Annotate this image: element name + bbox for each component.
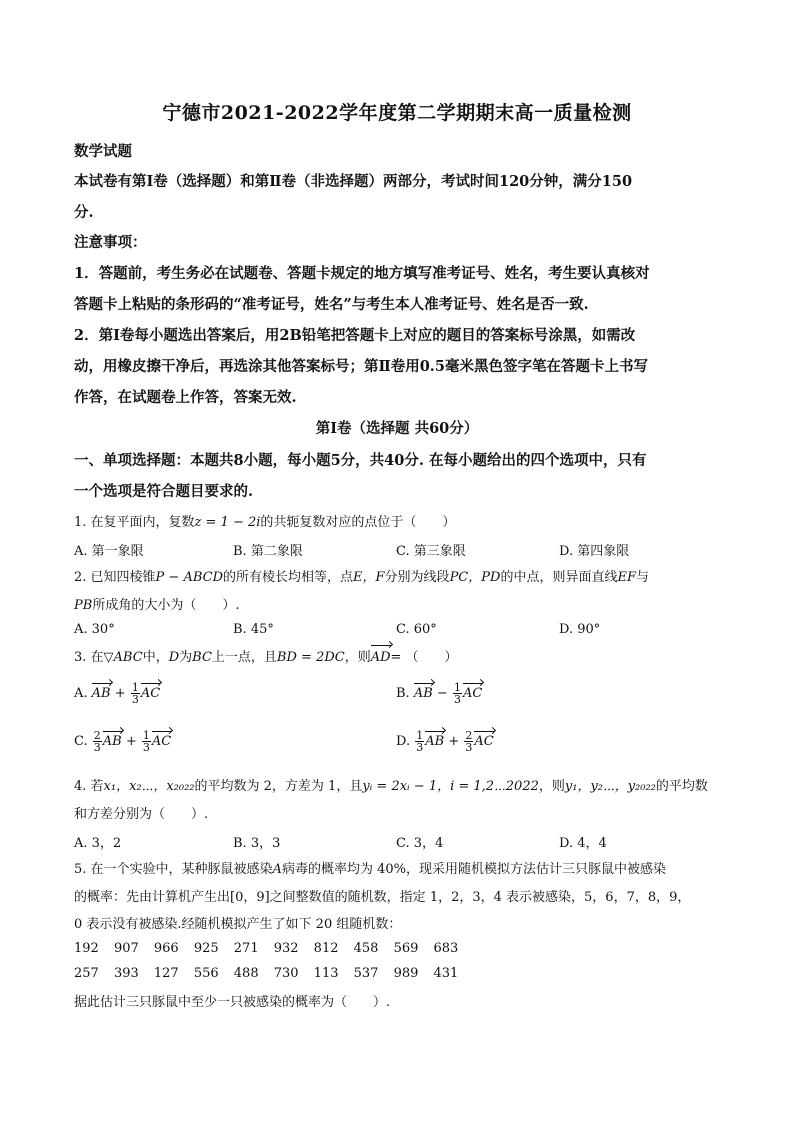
q2-text-a: 2. 已知四棱锥	[74, 570, 156, 585]
question-1	[74, 513, 724, 532]
q2-text-d: 的中点，则异面直线	[500, 570, 618, 585]
q3-text-a: 3. 在	[74, 650, 104, 665]
q3-option-a-label: A.	[74, 686, 88, 701]
question-5-line-1	[74, 860, 724, 879]
q1-text-b: 的共轭复数对应的点位于（ ）	[260, 515, 456, 530]
q3-text-f: = （ ）	[390, 650, 458, 665]
q2-ef: EF	[617, 570, 636, 585]
part-instructions-line-2: 一个选项是符合题目要求的.	[74, 483, 254, 500]
q3-option-b[interactable]	[396, 682, 482, 705]
q3-triangle: ▽ABC	[103, 650, 143, 665]
q4-text-c: ，则	[538, 779, 565, 794]
page-title: 宁德市2021-2022学年度第二学期期末高一质量检测	[162, 102, 632, 124]
q3-relation: BD = 2DC	[276, 650, 345, 665]
q1-options	[74, 540, 724, 558]
question-4-line-1	[74, 777, 724, 796]
q4-option-b[interactable]: B. 3，3	[233, 836, 281, 851]
q3-text-e: ，则	[344, 650, 371, 665]
q3-a-vec-ab: AB	[91, 686, 111, 701]
q1-expression: z = 1 − 2i	[194, 515, 261, 530]
q2-text-e: 与	[635, 570, 649, 585]
question-2-line-2	[74, 596, 724, 615]
q3-c-fraction-2	[142, 730, 151, 753]
question-2-line-1	[74, 568, 724, 587]
q3-option-d-label: D.	[396, 734, 411, 749]
q3-b-vec-ab: AB	[413, 686, 433, 701]
q3-b-num: 1	[453, 681, 461, 694]
q3-c-den-2: 3	[142, 741, 150, 754]
random-numbers-row-2: 257 393 127 556 488 730 113 537 989 431	[74, 966, 459, 981]
part-instructions-line-1: 一、单项选择题：本题共8小题，每小题5分，共40分. 在每小题给出的四个选项中，只有	[74, 452, 647, 469]
q3-d: D	[168, 650, 180, 665]
q3-d-num-1: 1	[416, 729, 424, 742]
note-1-line-1: 1．答题前，考生务必在试题卷、答题卡规定的地方填写准考证号、姓名，考生要认真核对	[74, 265, 650, 282]
subject-label: 数学试题	[74, 143, 132, 160]
q3-c-fraction-1	[93, 730, 102, 753]
q3-d-fraction-1	[415, 730, 424, 753]
note-2-line-2: 动，用橡皮擦干净后，再选涂其他答案标号；第Ⅱ卷用0.5毫米黑色签字笔在答题卡上书写	[74, 358, 648, 375]
q1-option-d[interactable]: D. 第四象限	[559, 544, 630, 559]
q3-b-den: 3	[453, 693, 461, 706]
q3-d-plus: +	[448, 734, 460, 749]
q3-b-fraction	[453, 682, 462, 705]
question-5-line-2: 的概率：先由计算机产生出[0，9]之间整数值的随机数，指定 1，2，3，4 表示被感染，5，6，7，8，9，	[74, 890, 691, 905]
q3-c-num-1: 2	[93, 729, 101, 742]
note-1-line-2: 答题卡上粘贴的条形码的“准考证号，姓名”与考生本人准考证号、姓名是否一致.	[74, 296, 589, 313]
q2-segments: PC，PD	[449, 570, 501, 585]
q5-virus-a: A	[272, 862, 282, 877]
q3-option-c-label: C.	[74, 734, 88, 749]
q4-vars-y: y₁，y₂⋯，y₂₀₂₂	[564, 779, 656, 794]
q4-option-a[interactable]: A. 3，2	[74, 836, 122, 851]
q3-option-c[interactable]	[74, 730, 171, 753]
q1-option-b[interactable]: B. 第二象限	[233, 544, 303, 559]
q3-b-minus: −	[436, 686, 448, 701]
q4-vars-x: x₁，x₂⋯，x₂₀₂₂	[103, 779, 195, 794]
q3-d-num-2: 2	[465, 729, 473, 742]
q3-a-fraction	[131, 682, 140, 705]
q1-text-a: 1. 在复平面内，复数	[74, 515, 195, 530]
q1-option-a[interactable]: A. 第一象限	[74, 544, 144, 559]
q3-d-den-1: 3	[416, 741, 424, 754]
question-5-last-line: 据此估计三只豚鼠中至少一只被感染的概率为（ ）.	[74, 995, 391, 1010]
q2-pyramid: P − ABCD	[155, 570, 224, 585]
q2-text-f: 所成角的大小为（ ）.	[92, 598, 240, 613]
q3-c-num-2: 1	[142, 729, 150, 742]
q3-c-vec-ac: AC	[151, 734, 172, 749]
q2-option-a[interactable]: A. 30°	[74, 622, 115, 637]
notes-heading: 注意事项：	[74, 234, 147, 251]
random-numbers-row-1: 192 907 966 925 271 932 812 458 569 683	[74, 941, 459, 956]
note-2-line-3: 作答，在试题卷上作答，答案无效.	[74, 389, 297, 406]
q3-a-plus: +	[114, 686, 126, 701]
q3-option-b-label: B.	[396, 686, 410, 701]
q1-option-c[interactable]: C. 第三象限	[396, 544, 466, 559]
q2-option-c[interactable]: C. 60°	[396, 622, 437, 637]
q3-b-vec-ac: AC	[462, 686, 483, 701]
q4-text-b: 的平均数为 2，方差为 1，且	[194, 779, 363, 794]
q3-text-b: 中，	[142, 650, 169, 665]
q2-pb: PB	[74, 598, 93, 613]
intro-line-2: 分.	[74, 204, 94, 221]
q2-text-b: 的所有棱长均相等，点	[223, 570, 354, 585]
q3-a-den: 3	[131, 693, 139, 706]
question-3	[74, 648, 724, 667]
question-4-line-2: 和方差分别为（ ）.	[74, 807, 209, 822]
q3-text-c: 为	[179, 650, 193, 665]
q5-text-b: 病毒的概率均为 40%，现采用随机模拟方法估计三只豚鼠中被感染	[281, 862, 666, 877]
q4-text-d: 的平均数	[655, 779, 708, 794]
q3-bc: BC	[192, 650, 212, 665]
q5-text-a: 5. 在一个实验中，某种豚鼠被感染	[74, 862, 273, 877]
q4-options	[74, 832, 724, 850]
q2-option-b[interactable]: B. 45°	[233, 622, 274, 637]
q3-vector-ad: AD	[370, 650, 391, 665]
q2-options	[74, 622, 724, 640]
question-5-line-3: 0 表示没有被感染.经随机模拟产生了如下 20 组随机数：	[74, 917, 402, 932]
q2-text-c: 分别为线段	[384, 570, 450, 585]
q4-text-a: 4. 若	[74, 779, 104, 794]
q2-points: E，F	[353, 570, 385, 585]
q2-option-d[interactable]: D. 90°	[559, 622, 601, 637]
note-2-line-1: 2．第Ⅰ卷每小题选出答案后，用2B铅笔把答题卡上对应的题目的答案标号涂黑，如需改	[74, 327, 636, 344]
q3-a-vec-ac: AC	[140, 686, 161, 701]
q3-text-d: 上一点，且	[211, 650, 277, 665]
q4-option-d[interactable]: D. 4，4	[559, 836, 607, 851]
q3-d-vec-ab: AB	[425, 734, 445, 749]
q3-c-den-1: 3	[93, 741, 101, 754]
q3-d-vec-ac: AC	[474, 734, 494, 749]
q3-d-fraction-2	[464, 730, 473, 753]
q4-option-c[interactable]: C. 3，4	[396, 836, 444, 851]
intro-line-1: 本试卷有第Ⅰ卷（选择题）和第Ⅱ卷（非选择题）两部分，考试时间120分钟，满分150	[74, 173, 633, 190]
q4-rule: yᵢ = 2xᵢ − 1，i = 1,2⋯2022	[362, 779, 539, 794]
q3-a-num: 1	[131, 681, 139, 694]
q3-d-den-2: 3	[465, 741, 473, 754]
q3-option-a[interactable]	[74, 682, 160, 705]
section-heading: 第Ⅰ卷（选择题 共60分）	[315, 420, 479, 437]
q3-option-d[interactable]	[396, 730, 494, 753]
q3-c-plus: +	[125, 734, 137, 749]
q3-c-vec-ab: AB	[102, 734, 122, 749]
